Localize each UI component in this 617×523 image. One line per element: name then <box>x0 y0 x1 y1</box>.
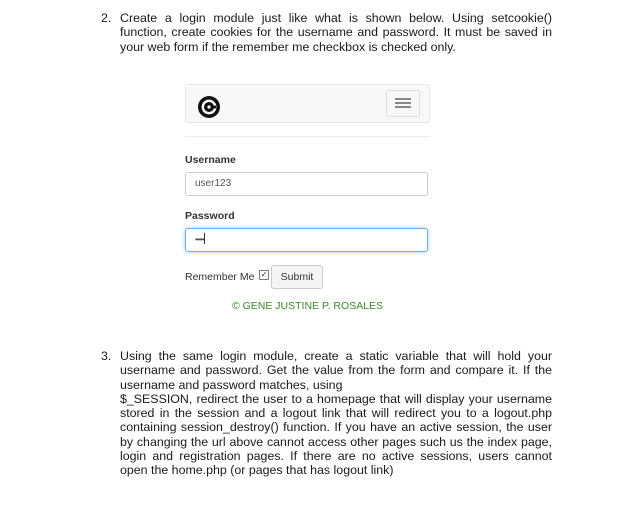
instruction-paragraph: Using the same login module, create a static variable that will hold your username and password. Get the value from the form and compare it. If the username and password matches, using <box>120 349 552 392</box>
password-value: ••••• <box>195 235 205 244</box>
hamburger-bar <box>395 98 411 100</box>
item-text <box>120 11 552 54</box>
menu-toggle-button[interactable] <box>386 90 420 117</box>
item-number: 3. <box>101 349 112 363</box>
navbar <box>185 84 430 123</box>
username-input[interactable] <box>185 172 428 196</box>
username-value: user123 <box>195 178 232 189</box>
instruction-paragraph: $_SESSION, redirect the user to a homepage that will display your username stored in the session and a logout link that will redirect you to a logout.php containing session_destroy() function. If you have an active session, the user by changing the url above cannot access other pages such us the index page, login and registration pages. If there are no active sessions, users cannot open the home.php (or pages that has logout link) <box>120 391 552 478</box>
divider <box>185 136 430 137</box>
password-label: Password <box>185 210 235 222</box>
login-module-screenshot <box>185 84 430 314</box>
brand-logo-icon[interactable] <box>197 95 221 119</box>
password-input[interactable] <box>185 228 428 252</box>
submit-button[interactable]: Submit <box>271 265 323 289</box>
instruction-item-3 <box>101 349 552 489</box>
item-text <box>120 349 552 478</box>
remember-me-label: Remember Me <box>185 271 255 283</box>
remember-me-checkbox[interactable]: ✓ <box>260 270 268 279</box>
username-label: Username <box>185 154 236 166</box>
instruction-paragraph: Create a login module just like what is shown below. Using setcookie() function, create cookies for the username and password. It must be saved in your web form if the remember me checkbox is checked only. <box>120 11 552 54</box>
hamburger-bar <box>395 102 411 104</box>
copyright-footer: © GENE JUSTINE P. ROSALES <box>231 300 384 312</box>
hamburger-bar <box>395 106 411 108</box>
instruction-item-2 <box>101 11 552 56</box>
item-number: 2. <box>101 11 112 25</box>
text-caret <box>204 233 205 244</box>
